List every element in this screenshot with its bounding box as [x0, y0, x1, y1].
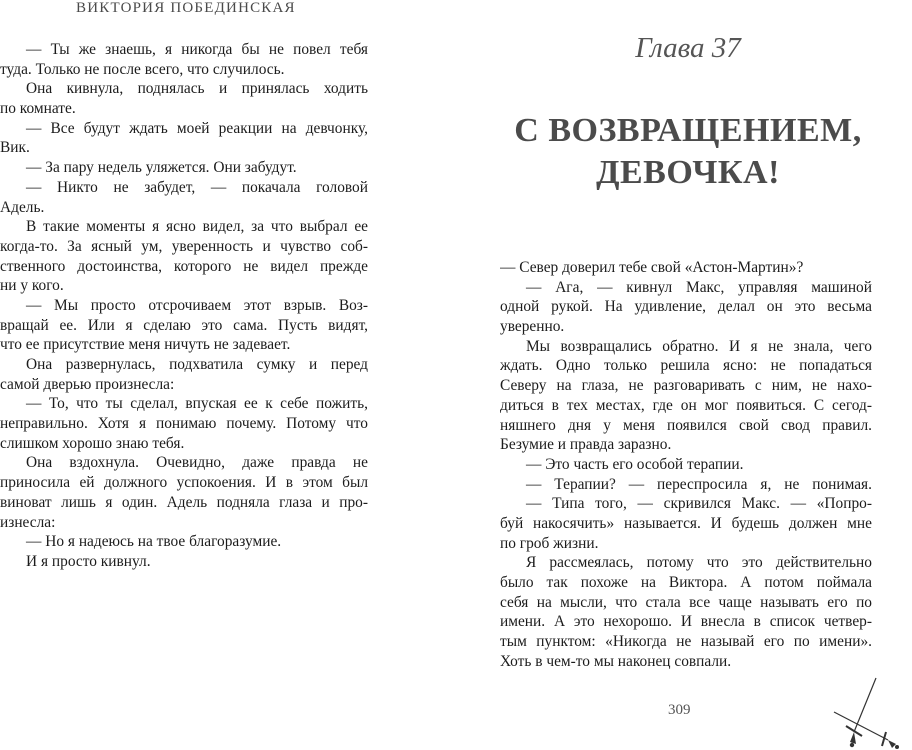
chapter-title-line: С ВОЗВРАЩЕНИЕМ, — [514, 112, 862, 149]
text-line: по гроб жизни. — [500, 534, 599, 552]
text-line: себя на мысли, что стала все чаще называть его по — [500, 593, 872, 611]
text-line: Вик. — [0, 139, 30, 157]
text-line: приносила ей должного успокоения. И в этом был — [0, 474, 368, 492]
text-line: Я рассмеялась, потому что это действительно — [526, 554, 872, 572]
chapter-title — [500, 110, 876, 194]
text-line: — Типа того, — скривился Макс. — «Попро- — [526, 495, 872, 513]
left-page-text — [0, 40, 368, 572]
text-line: тым пунктом: «Никогда не называй его по имени». — [500, 633, 872, 651]
text-line: имени. А это нехорошо. И внесла в список четвер- — [500, 613, 872, 631]
text-line: — Никто не забудет, — покачала головой — [26, 178, 368, 196]
crossed-swords-icon — [832, 676, 912, 750]
text-line: Она вздохнула. Очевидно, даже правда не — [26, 454, 368, 472]
text-line: Она кивнула, поднялась и принялась ходить — [26, 80, 368, 98]
page-number: 309 — [668, 702, 691, 718]
text-line: Она развернулась, подхватила сумку и перед — [26, 356, 368, 373]
text-line: ственного достоинства, которого не видел прежде — [0, 257, 368, 275]
text-line: неправильно. Хотя я понимаю почему. Потому что — [0, 415, 368, 433]
text-line: буй накосячить» называется. И будешь должен мне — [500, 514, 872, 532]
text-line: — То, что ты сделал, впуская ее к себе пожить, — [26, 395, 368, 413]
text-line: Хоть в чем-то мы наконец совпали. — [500, 652, 732, 670]
text-line: Безумие и правда заразно. — [500, 436, 672, 454]
text-line: — Все будут ждать моей реакции на девчонку, — [26, 119, 368, 137]
text-line: вращай ее. Или я сделаю это сама. Пусть видят, — [0, 316, 368, 334]
text-line: — Терапии? — переспросила я, не понимая. — [526, 475, 872, 493]
text-line: В такие моменты я ясно видел, за что выбрал ее — [26, 218, 368, 236]
text-line: диться в тех местах, где он мог появиться. С сегод- — [500, 396, 872, 414]
text-line: ни у кого. — [0, 277, 64, 295]
text-line: виноват лишь я один. Адель подняла глаза и про- — [0, 493, 368, 511]
text-line: — Ты же знаешь, я никогда бы не повел тебя — [26, 41, 368, 58]
text-line: было так похоже на Виктора. А потом поймала — [500, 574, 872, 591]
text-line: — Мы просто отсрочиваем этот взрыв. Воз- — [26, 296, 368, 314]
text-line: слишком хорошо знаю тебя. — [0, 434, 185, 452]
text-line: ждать. Одно только решила ясно: не попадаться — [500, 357, 872, 375]
text-line: по комнате. — [0, 100, 76, 118]
chapter-number: Глава 37 — [635, 32, 741, 64]
running-head-author: ВИКТОРИЯ ПОБЕДИНСКАЯ — [76, 0, 296, 16]
text-line: И я просто кивнул. — [26, 552, 151, 570]
text-line: — Но я надеюсь на твое благоразумие. — [26, 533, 282, 551]
text-line: — Север доверил тебе свой «Астон-Мартин»? — [500, 259, 804, 276]
text-line: когда-то. За ясный ум, уверенность и чувство соб- — [0, 237, 368, 255]
text-line: Северу на глаза, не разговаривать с ним, не нахо- — [500, 377, 872, 395]
text-line: уверенно. — [500, 318, 565, 336]
right-page-text — [500, 258, 872, 671]
text-line: — Это часть его особой терапии. — [526, 455, 744, 473]
text-line: туда. Только не после всего, что случилось. — [0, 60, 285, 78]
text-line: что ее присутствие меня ничуть не задевает. — [0, 336, 291, 354]
text-line: — Ага, — кивнул Макс, управляя машиной — [526, 278, 872, 296]
text-line: одной рукой. На удивление, делал он это весьма — [500, 298, 872, 316]
text-line: няшнего дня у меня появился свой свод правил. — [500, 416, 872, 434]
text-line: Адель. — [0, 198, 45, 216]
text-line: самой дверью произнесла: — [0, 375, 175, 393]
text-line: — За пару недель уляжется. Они забудут. — [26, 159, 297, 177]
text-line: изнесла: — [0, 513, 56, 531]
chapter-title-line: ДЕВОЧКА! — [596, 154, 780, 191]
text-line: Мы возвращались обратно. И я не знала, чего — [526, 337, 872, 355]
